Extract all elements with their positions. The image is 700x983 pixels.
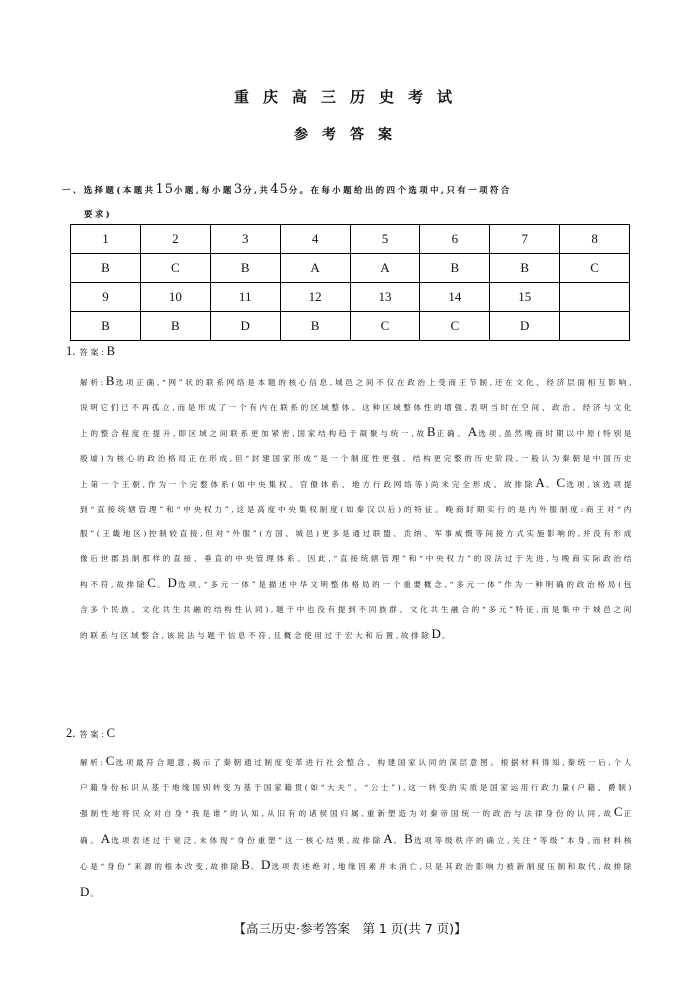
table-cell: C — [140, 254, 210, 283]
q2-answer-line — [66, 726, 115, 741]
q2-exp-t16: 。 — [90, 888, 101, 898]
table-cell: 8 — [560, 225, 630, 254]
q1-number: 1. — [66, 344, 76, 358]
q1-exp-t2: 选项正确,“网”状的联系网络是本题的核心信息,城邑之间不仅在政治上受商王节制,还在文化、经济层面相互影响,说明它们已不再孤立,而是形成了一个有内在联系的区域整体。这种区域整体性的增强,表明当时在空间、政治、经济与文化上的整合程度在提升,即区域之间联系更加紧密,国家结构趋于凝聚与统一,故 — [80, 378, 634, 438]
page-title: 重庆高三历史考试 — [233, 88, 466, 106]
q1-exp-t10: 选项,该选项提到“直接统辖管理”和“中央权力”,这是高度中央集权制度(如秦汉以后)的特征。晚商时期实行的是内外服制度:商王对“内服”(王畿地区)控制较直接,但对“外服”(方国、城邑)更多是通过联盟、贡纳、军事威慑等间接方式实施影响的,并没有形成像后世郡县制那样的直接、垂直的中央管理体系。因此,“直接统辖管理”和“中央权力”的说法过于先进,与晚商实际政治结构不符,故排除 — [80, 480, 634, 589]
table-row — [71, 283, 630, 312]
table-cell: 11 — [210, 283, 280, 312]
table-cell: 3 — [210, 225, 280, 254]
page-subtitle: 参考答案 — [294, 127, 406, 143]
q1-answer: B — [106, 344, 115, 358]
table-cell — [560, 283, 630, 312]
section-mid-2: 分,共 — [243, 185, 271, 195]
q2-answer-label: 答案: — [79, 730, 107, 739]
section-suffix: 分。在每小题给出的四个选项中,只有一项符合 — [288, 185, 512, 195]
q1-explanation — [80, 369, 634, 649]
table-cell: B — [140, 312, 210, 341]
q1-exp-t5: A — [467, 424, 479, 439]
q2-exp-t3: C — [613, 804, 624, 819]
q1-answer-label: 答案: — [79, 348, 107, 357]
q1-exp-t3: B — [426, 424, 437, 439]
table-cell: 5 — [350, 225, 420, 254]
q1-answer-line — [66, 344, 115, 359]
q1-exp-t12: 。 — [156, 580, 168, 589]
q2-explanation — [80, 749, 634, 906]
q2-exp-t6: 选项表述过于宽泛,未体现“身份重塑”这一核心结果,故排除 — [111, 835, 384, 845]
q2-exp-t9: B — [404, 830, 414, 846]
table-cell: 7 — [490, 225, 560, 254]
table-cell: 15 — [490, 283, 560, 312]
table-row — [71, 312, 630, 341]
q1-exp-t11: C — [147, 575, 157, 590]
page-footer: 【高三历史·参考答案 第 1 页(共 7 页)】 — [233, 921, 467, 936]
table-cell: D — [210, 312, 280, 341]
table-cell: B — [420, 254, 490, 283]
table-cell: D — [490, 312, 560, 341]
table-cell: 6 — [420, 225, 490, 254]
q1-exp-t13: D — [167, 575, 178, 590]
q2-exp-t8: 。 — [393, 835, 405, 845]
table-cell: A — [350, 254, 420, 283]
table-cell: 9 — [71, 283, 141, 312]
table-cell: 12 — [280, 283, 350, 312]
table-cell: B — [71, 254, 141, 283]
table-cell: C — [560, 254, 630, 283]
q2-exp-t4: 正确。 — [80, 809, 634, 845]
q2-exp-t14: 选项表述绝对,地缘因素并未消亡,只是其政治影响力被新制度压制和取代,故排除 — [271, 862, 634, 871]
section-mid-1: 小题,每小题 — [174, 185, 234, 195]
q2-exp-t15: D — [80, 883, 91, 899]
table-cell: 1 — [71, 225, 141, 254]
table-cell: B — [490, 254, 560, 283]
q1-exp-t4: 正确。 — [436, 429, 468, 438]
q2-exp-t1: C — [105, 753, 116, 768]
question-count: 15 — [155, 182, 175, 197]
table-cell: B — [280, 312, 350, 341]
q1-exp-t15: D — [431, 626, 442, 641]
q1-exp-t7: A — [535, 475, 546, 490]
table-cell: 13 — [350, 283, 420, 312]
table-cell: 4 — [280, 225, 350, 254]
table-cell: A — [280, 254, 350, 283]
q2-exp-t7: A — [383, 830, 394, 846]
table-row — [71, 225, 630, 254]
q2-exp-t12: 。 — [250, 862, 262, 871]
q1-exp-t14: 选项,“多元一体”是描述中华文明整体格局的一个重要概念,“多元一体”作为一种明确的政治格局(包含多个民族、文化共生共融的结构性认同),题干中也没有提到不同族群、文化共生融合的“多元”特征,而是集中于城邑之间的联系与区域整合,该说法与题干信息不符,且概念使用过于宏大和后置,故排除 — [80, 580, 634, 640]
q2-jiexi-label: 解析: — [80, 758, 106, 767]
answer-table — [70, 224, 630, 341]
table-cell: 10 — [140, 283, 210, 312]
q1-exp-t6: 选项,虽然晚商时期以中原(特别是殷墟)为核心的政治格局正在形成,但“封建国家形成”是一个制度性更强、结构更完整的历史阶段,一般认为秦朝是中国历史上第一个王朝,作为一个完整体系(如中央集权、官僚体系、地方行政网络等)尚未完全形成。故排除 — [80, 429, 634, 489]
q2-exp-t2: 选项最符合题意,揭示了秦朝通过制度变革进行社会整合、构建国家认同的深层意图。根据材料得知,秦统一后,个人户籍身份标识从基于地缘国别转变为基于国家籍贯(如“大夫”、“公士”),这一转变的实质是国家运用行政力量(户籍、爵制)强制性地将民众对自身“我是谁”的认知,从旧有的诸侯国归属,重新塑造为对秦帝国统一的政治与法律身份的认同,故 — [80, 758, 634, 818]
table-cell: 2 — [140, 225, 210, 254]
q2-exp-t11: B — [241, 857, 251, 872]
table-cell: C — [420, 312, 490, 341]
points-per-question: 3 — [233, 182, 244, 197]
q2-exp-t10: 选项等级秩序的确立,关注“等级”本身,而材料核心是“身份”来源的根本改变,故排除 — [80, 835, 635, 871]
table-row — [71, 254, 630, 283]
q1-exp-t16: 。 — [441, 631, 453, 640]
q2-exp-t5: A — [100, 830, 112, 846]
table-cell: 14 — [420, 283, 490, 312]
table-cell: B — [210, 254, 280, 283]
total-points: 45 — [270, 182, 289, 197]
table-cell: C — [350, 312, 420, 341]
table-cell — [560, 312, 630, 341]
q2-number: 2. — [66, 726, 76, 740]
table-cell: B — [71, 312, 141, 341]
q1-exp-t8: 。 — [545, 480, 557, 489]
q1-jiexi-label: 解析: — [80, 378, 106, 387]
q1-exp-t1: B — [105, 373, 116, 388]
q1-exp-t9: C — [556, 475, 567, 490]
section-line-2: 要求) — [84, 209, 113, 219]
q2-answer: C — [106, 726, 115, 740]
section-one-heading — [62, 178, 642, 226]
q2-exp-t13: D — [261, 857, 272, 872]
section-prefix: 一、选择题(本题共 — [62, 185, 156, 195]
